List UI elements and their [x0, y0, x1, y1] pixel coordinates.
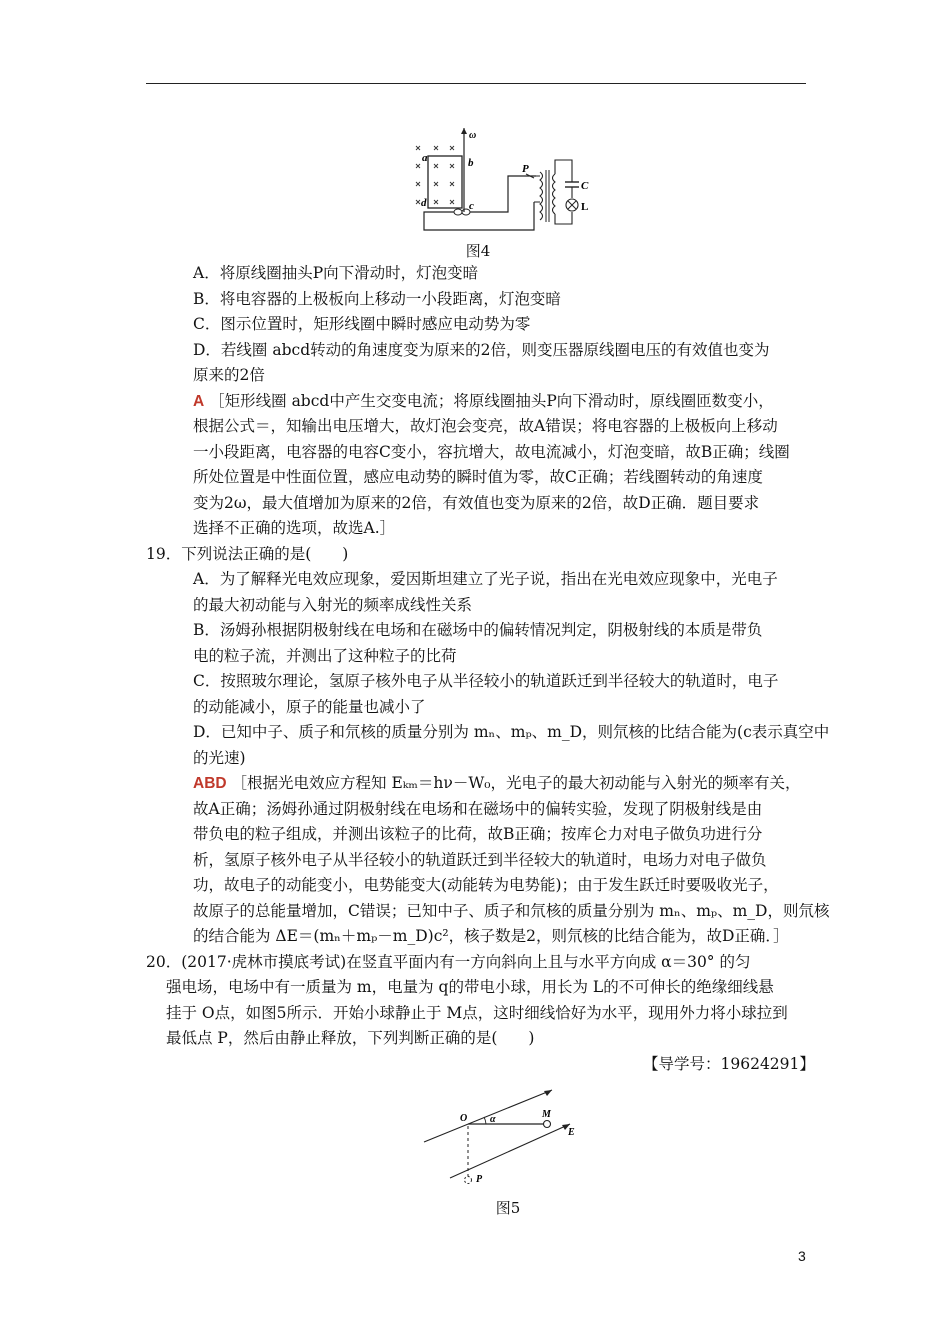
q19-explanation-line5: 功，故电子的动能变小，电势能变大(动能转为电势能)；由于发生跃迁时要吸收光子，	[193, 876, 779, 894]
q19-option-d-line1: D．已知中子、质子和氘核的质量分别为 mₙ、mₚ、m_D，则氘核的比结合能为(c表示真空中	[193, 723, 830, 741]
figure-4-circuit	[408, 126, 598, 236]
label-O: O	[460, 1113, 468, 1124]
ball-M	[544, 1121, 551, 1128]
q20-stem-line3: 挂于 O点，如图5所示．开始小球静止于 M点，这时细线恰好为水平，现用外力将小球拉到	[166, 1004, 788, 1022]
label-alpha: α	[490, 1114, 496, 1125]
label-E: E	[568, 1127, 575, 1138]
q18-option-b: B．将电容器的上极板向上移动一小段距离，灯泡变暗	[193, 290, 561, 308]
guide-number: 【导学号：19624291】	[643, 1055, 815, 1073]
label-P5: P	[476, 1174, 483, 1185]
field-line-upper	[424, 1090, 552, 1142]
q18-option-c: C．图示位置时，矩形线圈中瞬时感应电动势为零	[193, 315, 531, 333]
q18-option-a: A．将原线圈抽头P向下滑动时，灯泡变暗	[193, 264, 479, 282]
label-omega: ω	[469, 130, 477, 141]
q19-explanation-line7: 的结合能为 ΔE＝(mₙ＋mₚ－m_D)c²，核子数是2，则氘核的比结合能为，故D正确．］	[193, 927, 789, 945]
figure-4-caption: 图4	[465, 242, 491, 260]
ball-P	[465, 1177, 472, 1184]
label-P: P	[522, 163, 529, 175]
q19-explanation-line1	[193, 772, 801, 795]
label-c: c	[469, 200, 474, 212]
q19-option-c-line1: C．按照玻尔理论，氢原子核外电子从半径较小的轨道跃迁到半径较大的轨道时，电子	[193, 672, 779, 690]
q18-explanation-line4: 所处位置是中性面位置，感应电动势的瞬时值为零，故C正确；若线圈转动的角速度	[193, 468, 763, 486]
q18-option-d-line1: D．若线圈 abcd转动的角速度变为原来的2倍，则变压器原线圈电压的有效值也变为	[193, 341, 770, 359]
q19-option-a-line2: 的最大初动能与入射光的频率成线性关系	[193, 596, 473, 614]
page-number: 3	[798, 1248, 806, 1264]
figure-5-caption: 图5	[495, 1199, 521, 1217]
label-a: a	[422, 152, 428, 164]
q18-explanation-text1: ［矩形线圈 abcd中产生交变电流；将原线圈抽头P向下滑动时，原线圈匝数变小，	[209, 392, 774, 410]
q20-stem-line2: 强电场，电场中有一质量为 m，电量为 q的带电小球，用长为 L的不可伸长的绝缘细线悬	[166, 978, 774, 996]
q18-explanation-line5: 变为2ω，最大值增加为原来的2倍，有效值也变为原来的2倍，故D正确．题目要求	[193, 494, 760, 512]
q19-option-b-line1: B．汤姆孙根据阴极射线在电场和在磁场中的偏转情况判定，阴极射线的本质是带负	[193, 621, 763, 639]
q18-explanation-line1	[193, 390, 774, 413]
label-C: C	[581, 180, 589, 192]
q19-explanation-text1: ［根据光电效应方程知 Eₖₘ＝hν－W₀，光电子的最大初动能与入射光的频率有关，	[231, 774, 801, 792]
q20-stem-line1: 20．(2017·虎林市摸底考试)在竖直平面内有一方向斜向上且与水平方向成 α＝30° 的匀	[146, 953, 751, 971]
q19-stem: 19．下列说法正确的是( )	[146, 545, 349, 563]
q19-explanation-line3: 带负电的粒子组成，并测出该粒子的比荷，故B正确；按库仑力对电子做负功进行分	[193, 825, 763, 843]
label-L: L	[581, 201, 589, 213]
q18-explanation-line6: 选择不正确的选项，故选A.］	[193, 519, 396, 537]
q19-explanation-line4: 析，氢原子核外电子从半径较小的轨道跃迁到半径较大的轨道时，电场力对电子做负	[193, 851, 767, 869]
q20-stem-line4: 最低点 P，然后由静止释放，下列判断正确的是( )	[166, 1029, 535, 1047]
q19-option-a-line1: A．为了解释光电效应现象，爱因斯坦建立了光子说，指出在光电效应现象中，光电子	[193, 570, 778, 588]
q18-explanation-line3: 一小段距离，电容器的电容C变小，容抗增大，故电流减小，灯泡变暗，故B正确；线圈	[193, 443, 790, 461]
q19-answer: ABD	[193, 775, 227, 792]
q18-answer: A	[193, 393, 205, 410]
q18-explanation-line2: 根据公式＝，知输出电压增大，故灯泡会变亮，故A错误；将电容器的上极板向上移动	[193, 417, 778, 435]
q19-option-d-line2: 的光速)	[193, 749, 246, 767]
label-b: b	[468, 157, 474, 169]
label-M: M	[542, 1109, 551, 1120]
label-d: d	[421, 197, 427, 209]
coil-abcd	[428, 156, 462, 208]
q19-option-b-line2: 电的粒子流，并测出了这种粒子的比荷	[193, 647, 457, 665]
figure-5-field-diagram	[420, 1082, 600, 1192]
q18-option-d-line2: 原来的2倍	[193, 366, 265, 384]
q19-option-c-line2: 的动能减小，原子的能量也减小了	[193, 698, 426, 716]
q19-explanation-line2: 故A正确；汤姆孙通过阴极射线在电场和在磁场中的偏转实验，发现了阴极射线是由	[193, 800, 763, 818]
q19-explanation-line6: 故原子的总能量增加，C错误；已知中子、质子和氘核的质量分别为 mₙ、mₚ、m_D，则氘核	[193, 902, 830, 920]
header-rule	[146, 83, 806, 84]
